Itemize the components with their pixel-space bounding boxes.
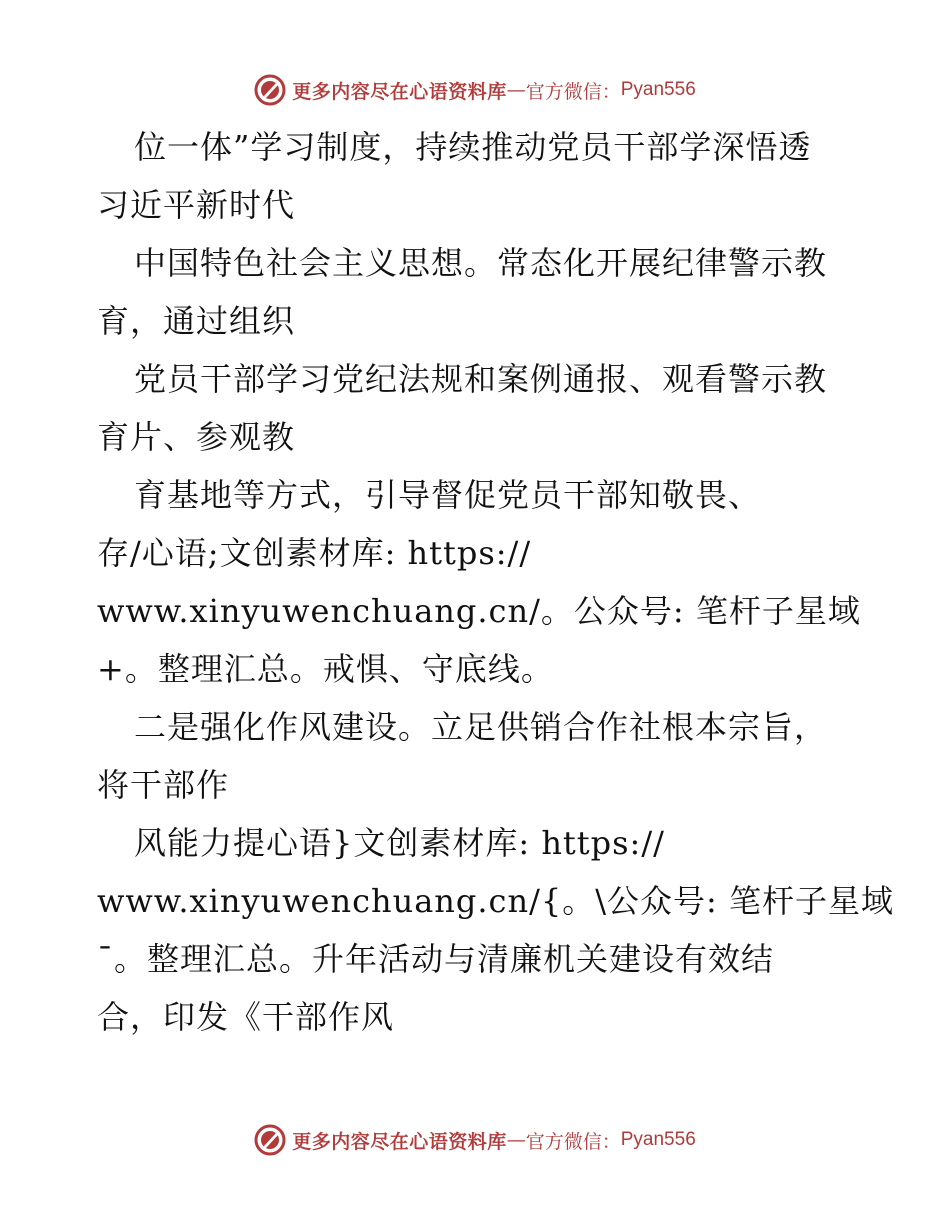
text-line: 中国特色社会主义思想。常态化开展纪律警示教 xyxy=(134,244,828,282)
footer-wechat-label: 官方微信： xyxy=(525,1130,621,1153)
text-line: 习近平新时代 xyxy=(97,186,296,224)
text-line: 党员干部学习党纪法规和案例通报、观看警示教 xyxy=(134,360,828,398)
header-banner xyxy=(0,70,950,110)
header-separator: — xyxy=(506,79,526,101)
text-line: 二是强化作风建设。立足供销合作社根本宗旨， xyxy=(134,708,828,746)
pen-logo-icon xyxy=(254,74,286,106)
text-line: 合，印发《干部作风 xyxy=(97,998,395,1036)
footer-wechat-id: Pyan556 xyxy=(620,1129,696,1150)
text-line: 将干部作 xyxy=(97,766,230,804)
text-line: www.xinyuwenchuang.cn/。公众号: 笔杆子星域 xyxy=(97,592,861,630)
footer-separator: — xyxy=(506,1129,526,1151)
header-wechat-id: Pyan556 xyxy=(620,79,696,100)
footer-banner xyxy=(0,1120,950,1160)
text-line: 存/心语;文创素材库: https:// xyxy=(97,534,532,572)
footer-brand-text: 更多内容尽在心语资料库 xyxy=(292,1130,507,1153)
pen-logo-icon xyxy=(254,1124,286,1156)
header-brand-text: 更多内容尽在心语资料库 xyxy=(292,80,507,103)
text-line: 育基地等方式，引导督促党员干部知敬畏、 xyxy=(134,476,762,514)
text-line: 育片、参观教 xyxy=(97,418,296,456)
text-line: 风能力提心语}文创素材库: https:// xyxy=(134,824,665,862)
text-line: ¯。整理汇总。升年活动与清廉机关建设有效结 xyxy=(97,940,775,978)
text-line: 育，通过组织 xyxy=(97,302,296,340)
text-line: +。整理汇总。戒惧、守底线。 xyxy=(97,650,554,688)
header-wechat-label: 官方微信： xyxy=(525,80,621,103)
text-line: www.xinyuwenchuang.cn/{。\公众号: 笔杆子星域 xyxy=(97,882,894,920)
text-line: 位一体”学习制度，持续推动党员干部学深悟透 xyxy=(134,128,812,166)
document-body xyxy=(97,118,894,1046)
